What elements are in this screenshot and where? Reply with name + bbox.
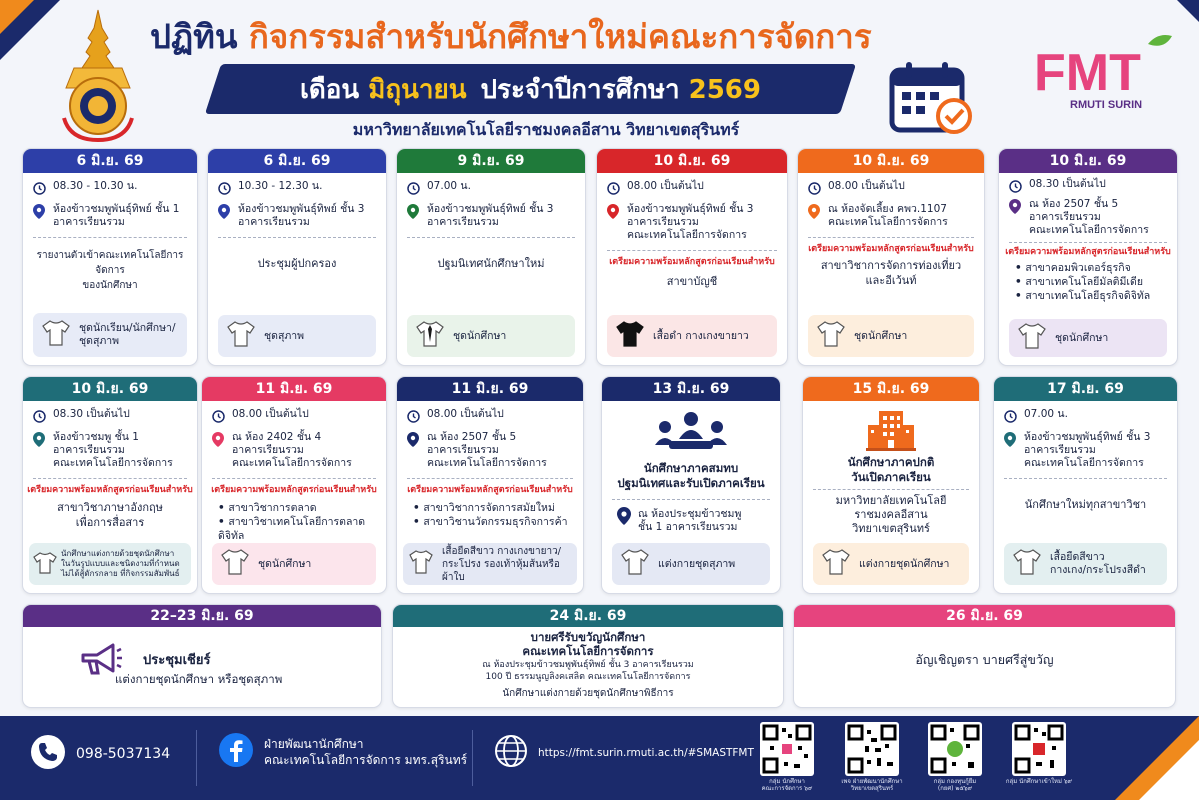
card-bullet: • สาขาวิชาการจัดการสมัยใหม่ (413, 501, 583, 515)
card-place-line: คณะเทคโนโลยีการจัดการ (53, 457, 173, 469)
dress-code-box (1004, 543, 1167, 585)
shirt-icon (1012, 548, 1042, 580)
card-time: 08.30 เป็นต้นไป (1029, 178, 1106, 190)
title-banner (213, 64, 848, 114)
divider (1004, 478, 1167, 479)
title-prefix: ปฏิทิน (150, 17, 238, 56)
card-bullet: • สาขาเทคโนโลยีธุรกิจดิจิทัล (1015, 289, 1177, 303)
clock-icon (31, 408, 47, 424)
shirt-icon (226, 320, 256, 352)
dress-code-box (808, 315, 974, 357)
dress-code-text: ชุดนักศึกษา (453, 329, 507, 342)
dress-code-box (813, 543, 969, 585)
card-activity: มหาวิทยาลัยเทคโนโลยี (835, 494, 947, 507)
dress-code-text: เสื้อดำ กางเกงขายาว (653, 329, 749, 342)
divider (33, 237, 187, 238)
dress-code-box (29, 543, 191, 585)
card-place-line: คณะเทคโนโลยีการจัดการ (627, 229, 747, 241)
divider (407, 237, 575, 238)
qr-caption-line: กลุ่ม นักศึกษา (769, 778, 805, 785)
fmt-logo-sub: RMUTI SURIN (1070, 99, 1143, 111)
clock-icon (405, 180, 421, 196)
card-place-line: ณ ห้อง 2507 ชั้น 5 (1029, 198, 1119, 210)
location-pin-icon (216, 203, 232, 219)
card-note: เตรียมความพร้อมหลักสูตรก่อนเรียนสำหรับ (609, 257, 775, 267)
card-place-line: ห้องข้าวชมพู ชั้น 1 (53, 431, 139, 443)
wide-place: 100 ปี ธรรมนูญลิงคเสลิต คณะเทคโนโลยีการจัดการ (485, 672, 691, 682)
dress-code-text: ชุดนักศึกษา (854, 329, 908, 342)
dress-code-text: กระโปรง รองเท้าหุ้มส้นหรือผ้าใบ (442, 558, 560, 583)
dress-code-text: ชุดนักเรียน/นักศึกษา/ (79, 322, 176, 334)
card-time: 07.00 น. (427, 180, 471, 192)
card-time: 08.00 เป็นต้นไป (232, 408, 309, 420)
event-card-wide (392, 604, 784, 708)
card-note: เตรียมความพร้อมหลักสูตรก่อนเรียนสำหรับ (808, 244, 974, 254)
qr-code[interactable] (1012, 722, 1066, 776)
card-place-line: อาคารเรียนรวม (53, 444, 125, 456)
event-card (998, 148, 1178, 366)
shirt-icon (41, 319, 71, 351)
card-place-line: ณ ห้อง 2402 ชั้น 4 (232, 431, 322, 443)
card-place-line: อาคารเรียนรวม (427, 216, 499, 228)
card-date: 10 มิ.ย. 69 (999, 149, 1177, 173)
event-card (396, 148, 586, 366)
card-date: 15 มิ.ย. 69 (803, 377, 979, 401)
shirt-icon (821, 548, 851, 580)
dress-code-text: ชุดสุภาพ (79, 335, 120, 347)
wide-dress: แต่งกายชุดนักศึกษา หรือชุดสุภาพ (115, 672, 283, 686)
dress-code-box (33, 313, 187, 357)
divider (196, 730, 197, 786)
card-headline: ปฐมนิเทศและรับเปิดภาคเรียน (617, 476, 765, 490)
location-pin-icon (405, 431, 421, 447)
card-place-line: ห้องข้าวชมพูพันธุ์ทิพย์ ชั้น 3 (427, 203, 554, 215)
card-place-line: อาคารเรียนรวม (238, 216, 310, 228)
calendar-check-icon (888, 60, 978, 136)
divider (33, 478, 187, 479)
location-pin-icon (405, 203, 421, 219)
qr-caption-line: คณะการจัดการ ๖๙ (761, 785, 813, 792)
location-pin-icon (806, 203, 822, 219)
dress-code-text: แต่งกายชุดสุภาพ (658, 557, 736, 570)
dress-code-text: ชุดสุภาพ (264, 329, 305, 342)
dress-code-box (612, 543, 770, 585)
card-place-line: อาคารเรียนรวม (1024, 444, 1096, 456)
header (0, 0, 1199, 148)
card-date: 26 มิ.ย. 69 (794, 605, 1175, 627)
card-bullet: • สาขาคอมพิวเตอร์ธุรกิจ (1015, 261, 1177, 275)
university-logo (60, 8, 136, 142)
dress-code-text: ชุดนักศึกษา (258, 557, 312, 570)
card-date: 17 มิ.ย. 69 (994, 377, 1177, 401)
wide-title: บายศรีรับขวัญนักศึกษา (530, 630, 646, 644)
event-card (601, 376, 781, 594)
card-place-line: ชั้น 1 อาคารเรียนรวม (638, 521, 738, 533)
location-pin-icon (210, 431, 226, 447)
clock-icon (1007, 178, 1023, 194)
wide-title: ประชุมเชียร์ (143, 653, 211, 668)
dress-code-text: นักศึกษาแต่งกายด้วยชุดนักศึกษา (61, 549, 175, 558)
shirt-icon (620, 548, 650, 580)
qr-code[interactable] (845, 722, 899, 776)
dress-code-text: เสื้อยืดสีขาว กางเกงขายาว/ (442, 545, 562, 557)
title-main: กิจกรรมสำหรับนักศึกษาใหม่คณะการจัดการ (248, 17, 872, 56)
card-note: เตรียมความพร้อมหลักสูตรก่อนเรียนสำหรับ (27, 485, 193, 495)
location-pin-icon (616, 508, 632, 524)
shirt-icon (220, 548, 250, 580)
card-activity: สาขาบัญชี (666, 275, 718, 288)
event-card (797, 148, 985, 366)
event-card (207, 148, 387, 366)
card-place-line: ณ ห้อง 2507 ชั้น 5 (427, 431, 517, 443)
card-note: เตรียมความพร้อมหลักสูตรก่อนเรียนสำหรับ (1005, 247, 1171, 257)
card-place-line: ห้องข้าวชมพูพันธุ์ทิพย์ ชั้น 3 (238, 203, 365, 215)
banner-year: 2569 (688, 74, 761, 105)
card-time: 07.00 น. (1024, 408, 1068, 420)
card-place-line: อาคารเรียนรวม (427, 444, 499, 456)
location-pin-icon (605, 203, 621, 219)
card-date: 22–23 มิ.ย. 69 (23, 605, 381, 627)
card-date: 9 มิ.ย. 69 (397, 149, 585, 173)
facebook-line: คณะเทคโนโลยีการจัดการ มทร.สุรินทร์ (264, 753, 468, 767)
card-date: 11 มิ.ย. 69 (202, 377, 386, 401)
shirt-icon (33, 551, 57, 578)
dress-code-text: ชุดนักศึกษา (1055, 331, 1109, 344)
corner-decoration-white (1139, 740, 1199, 800)
qr-caption (1004, 778, 1074, 785)
card-place-line: อาคารเรียนรวม (53, 216, 125, 228)
card-activity: วิทยาเขตสุรินทร์ (852, 522, 930, 535)
card-date: 24 มิ.ย. 69 (393, 605, 783, 627)
card-bullet: • สาขาวิชาเทคโนโลยีการตลาดดิจิทัล (218, 515, 386, 543)
clock-icon (1002, 408, 1018, 424)
card-place-line: คณะเทคโนโลยีการจัดการ (427, 457, 547, 469)
card-activity: ปฐมนิเทศนักศึกษาใหม่ (437, 257, 545, 270)
dress-code-text: ในวันรูปแบบและชนิดงามที่กำหนด (61, 559, 180, 568)
clock-icon (31, 180, 47, 196)
qr-caption-line: เพจ ฝ่ายพัฒนานักศึกษา (841, 778, 903, 785)
card-activity: สาขาวิชาภาษาอังกฤษ (57, 501, 163, 514)
divider (212, 478, 376, 479)
dress-code-box (607, 315, 777, 357)
shirt-icon (816, 320, 846, 352)
card-activity: ราชมงคลอีสาน (854, 508, 928, 521)
card-activity: ของนักศึกษา (82, 280, 138, 291)
dress-code-box (212, 543, 376, 585)
card-place-line: คณะเทคโนโลยีการจัดการ (232, 457, 352, 469)
event-card (201, 376, 387, 594)
dress-code-text: เสื้อยืดสีขาว (1050, 551, 1105, 563)
divider (218, 237, 376, 238)
black-shirt-icon (615, 320, 645, 352)
card-activity: นักศึกษาใหม่ทุกสาขาวิชา (1024, 498, 1147, 511)
divider (472, 730, 473, 786)
event-card (993, 376, 1178, 594)
card-date: 13 มิ.ย. 69 (602, 377, 780, 401)
phone-number: 098-5037134 (76, 746, 171, 762)
wide-dress: นักศึกษาแต่งกายด้วยชุดนักศึกษาพิธีการ (502, 688, 674, 699)
banner-month-prefix: เดือน (300, 74, 360, 105)
card-note: เตรียมความพร้อมหลักสูตรก่อนเรียนสำหรับ (407, 485, 573, 495)
card-place-line: อาคารเรียนรวม (232, 444, 304, 456)
card-place-line: คณะเทคโนโลยีการจัดการ (1024, 457, 1144, 469)
qr-caption (920, 778, 990, 792)
website-url: https://fmt.surin.rmuti.ac.th/#SMASTFMT (538, 747, 754, 759)
footer-phone[interactable] (30, 734, 170, 774)
wide-place: ณ ห้องประชุมข้าวชมพูพันธุ์ทิพย์ ชั้น 3 อาคารเรียนรวม (482, 660, 694, 670)
card-bullet: • สาขาวิชานวัตกรรมธุรกิจการค้า (413, 515, 583, 529)
clock-icon (210, 408, 226, 424)
divider (808, 237, 974, 238)
shirt-icon (1017, 322, 1047, 354)
qr-caption-line: วิทยาเขตสุรินทร์ (850, 785, 894, 792)
banner-month: มิถุนายน (368, 74, 467, 105)
card-activity: ประชุมผู้ปกครอง (257, 257, 337, 270)
dress-code-text: แต่งกายชุดนักศึกษา (859, 557, 950, 570)
clock-icon (216, 180, 232, 196)
footer-facebook[interactable] (218, 732, 467, 772)
footer (0, 716, 1199, 800)
dress-code-text: กางเกง/กระโปรงสีดำ (1050, 564, 1146, 576)
card-place-line: คณะเทคโนโลยีการจัดการ (828, 216, 948, 228)
card-place-line: อาคารเรียนรวม (1029, 211, 1101, 223)
event-card (22, 376, 198, 594)
fmt-logo-text: FMT (1034, 44, 1141, 102)
card-time: 08.00 เป็นต้นไป (627, 180, 704, 192)
dress-code-text: ไม่ได้สู้ดักรกลาย ที่กิจกรรมสัมพันธ์ (61, 569, 180, 578)
card-date: 10 มิ.ย. 69 (597, 149, 787, 173)
card-bullet: • สาขาวิชาการตลาด (218, 501, 386, 515)
card-headline: นักศึกษาภาคสมทบ (643, 461, 739, 475)
event-card-wide (793, 604, 1176, 708)
dress-code-box (407, 315, 575, 357)
card-place-line: ห้องข้าวชมพูพันธุ์ทิพย์ ชั้น 1 (53, 203, 180, 215)
meeting-icon (602, 409, 780, 457)
location-pin-icon (1007, 198, 1023, 214)
card-activity: เพื่อการสื่อสาร (75, 516, 145, 529)
qr-caption-line: กลุ่ม นักศึกษาเข้าใหม่ ๖๙ (1005, 778, 1073, 785)
card-time: 08.00 เป็นต้นไป (828, 180, 905, 192)
card-time: 08.00 เป็นต้นไป (427, 408, 504, 420)
qr-caption (752, 778, 822, 792)
qr-code[interactable] (928, 722, 982, 776)
page-title (150, 10, 872, 63)
clock-icon (806, 180, 822, 196)
card-place-line: ห้องข้าวชมพูพันธุ์ทิพย์ ชั้น 3 (627, 203, 754, 215)
card-activity: และอีเว้นท์ (865, 274, 917, 287)
banner-year-prefix: ประจำปีการศึกษา (480, 74, 680, 105)
event-card (22, 148, 198, 366)
location-pin-icon (31, 203, 47, 219)
divider (607, 250, 777, 251)
divider (813, 489, 969, 490)
card-date: 11 มิ.ย. 69 (397, 377, 583, 401)
event-card (396, 376, 584, 594)
card-time: 08.30 - 10.30 น. (53, 180, 138, 192)
card-place-line: คณะเทคโนโลยีการจัดการ (1029, 224, 1149, 236)
card-time: 08.30 เป็นต้นไป (53, 408, 130, 420)
event-card-wide (22, 604, 382, 708)
footer-website[interactable] (494, 734, 754, 772)
divider (1009, 242, 1167, 243)
clock-icon (605, 180, 621, 196)
qr-caption-line: กลุ่ม กองทุนกู้ยืม (933, 778, 977, 785)
dress-code-box (403, 543, 577, 585)
globe-icon (494, 734, 528, 772)
page-subtitle: มหาวิทยาลัยเทคโนโลยีราชมงคลอีสาน วิทยาเขตสุรินทร์ (352, 120, 740, 139)
qr-caption (837, 778, 907, 792)
card-date: 10 มิ.ย. 69 (23, 377, 197, 401)
card-date: 6 มิ.ย. 69 (23, 149, 197, 173)
card-place-line: ณ ห้องจัดเลี้ยง คพว.1107 (828, 203, 947, 215)
card-activity: สาขาวิชาการจัดการท่องเที่ยว (820, 259, 962, 272)
divider (407, 478, 573, 479)
event-card (596, 148, 788, 366)
card-time: 10.30 - 12.30 น. (238, 180, 323, 192)
card-headline: วันเปิดภาคเรียน (851, 470, 931, 484)
shirt-icon (408, 549, 434, 579)
card-place-line: อาคารเรียนรวม (627, 216, 699, 228)
card-note: เตรียมความพร้อมหลักสูตรก่อนเรียนสำหรับ (211, 485, 377, 495)
wide-title: อัญเชิญตรา บายศรีสู่ขวัญ (915, 652, 1054, 667)
qr-code[interactable] (760, 722, 814, 776)
wide-title-2: คณะเทคโนโลยีการจัดการ (522, 644, 654, 658)
fmt-logo (1030, 30, 1178, 114)
qr-caption-line: (กยศ) ๒๕๖๙ (937, 785, 973, 792)
dress-code-box (218, 315, 376, 357)
card-place-line: ณ ห้องประชุมข้าวชมพู (638, 508, 742, 520)
clock-icon (405, 408, 421, 424)
card-bullet: • สาขาเทคโนโลยีมัลติมีเดีย (1015, 275, 1177, 289)
shirt-tie-icon (415, 320, 445, 352)
facebook-icon (218, 732, 254, 772)
card-place-line: ห้องข้าวชมพูพันธุ์ทิพย์ ชั้น 3 (1024, 431, 1151, 443)
phone-icon (30, 734, 66, 774)
location-pin-icon (31, 431, 47, 447)
facebook-line: ฝ่ายพัฒนานักศึกษา (264, 737, 364, 751)
card-activity: รายงานตัวเข้าคณะเทคโนโลยีการจัดการ (36, 250, 184, 276)
dress-code-box (1009, 319, 1167, 357)
event-card (802, 376, 980, 594)
building-icon (803, 407, 979, 451)
divider (612, 499, 770, 500)
card-date: 10 มิ.ย. 69 (798, 149, 984, 173)
card-headline: นักศึกษาภาคปกติ (847, 455, 935, 469)
location-pin-icon (1002, 431, 1018, 447)
card-date: 6 มิ.ย. 69 (208, 149, 386, 173)
